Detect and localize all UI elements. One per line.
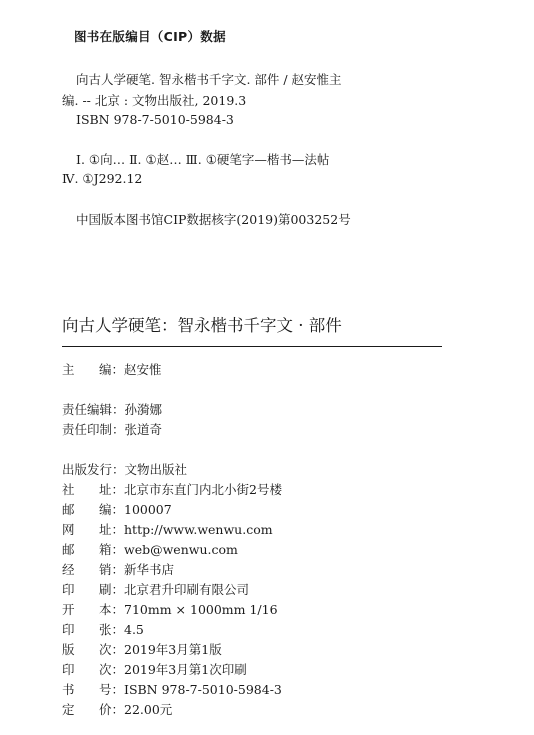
detail-row-postcode — [62, 501, 172, 519]
detail-row-email — [62, 541, 238, 559]
detail-label: 邮 编： — [62, 502, 124, 517]
resp-print-row — [62, 421, 162, 439]
detail-label: 邮 箱： — [62, 542, 124, 557]
detail-value: ISBN 978-7-5010-5984-3 — [124, 682, 282, 697]
cip-record-number: 中国版本图书馆CIP数据核字(2019)第003252号 — [76, 212, 351, 227]
detail-value: 2019年3月第1次印刷 — [124, 662, 247, 677]
publisher-label: 出版发行： — [62, 462, 125, 477]
resp-editor-value: 孙漪娜 — [124, 402, 163, 417]
chief-editor-value: 赵安惟 — [124, 362, 162, 377]
resp-print-value: 张道奇 — [124, 422, 163, 437]
detail-row-price — [62, 701, 172, 719]
detail-row-printer — [62, 581, 249, 599]
detail-label: 印 次： — [62, 662, 124, 677]
resp-editor-label: 责任编辑： — [62, 402, 125, 417]
chief-editor-label-b: 编： — [98, 362, 124, 377]
detail-value: 北京君升印刷有限公司 — [124, 582, 250, 597]
resp-print-label: 责任印制： — [62, 422, 125, 437]
publisher-value: 文物出版社 — [124, 462, 188, 477]
detail-row-edition — [62, 641, 222, 659]
detail-value: 新华书店 — [124, 562, 175, 577]
detail-label: 印 刷： — [62, 582, 124, 597]
detail-label: 网 址： — [62, 522, 124, 537]
resp-editor-row — [62, 401, 162, 419]
detail-label: 版 次： — [62, 642, 124, 657]
detail-value: http://www.wenwu.com — [124, 522, 273, 537]
chief-editor-row — [62, 361, 162, 379]
detail-label: 定 价： — [62, 702, 124, 717]
cip-class-number-line: Ⅳ. ①J292.12 — [62, 171, 143, 186]
cip-heading: 图书在版编目（CIP）数据 — [74, 29, 226, 44]
detail-row-isbn — [62, 681, 282, 699]
cip-isbn-line: ISBN 978-7-5010-5984-3 — [76, 112, 234, 127]
cip-classification-line: Ⅰ. ①向… Ⅱ. ①赵… Ⅲ. ①硬笔字—楷书—法帖 — [76, 152, 330, 167]
chief-editor-label — [62, 361, 124, 379]
book-title: 向古人学硬笔：智永楷书千字文 · 部件 — [62, 316, 342, 335]
detail-label: 经 销： — [62, 562, 124, 577]
detail-label: 书 号： — [62, 682, 124, 697]
detail-row-address — [62, 481, 282, 499]
detail-row-sheets — [62, 621, 144, 639]
detail-value: 4.5 — [124, 622, 144, 637]
title-rule — [62, 346, 442, 347]
detail-label: 印 张： — [62, 622, 124, 637]
publisher-row — [62, 461, 187, 479]
detail-value: 100007 — [124, 502, 172, 517]
detail-label: 开 本： — [62, 602, 124, 617]
detail-row-website — [62, 521, 273, 539]
chief-editor-label-a: 主 — [62, 362, 75, 377]
detail-row-distributor — [62, 561, 174, 579]
detail-value: 22.00元 — [124, 702, 173, 717]
cip-publisher-line: 编. -- 北京 : 文物出版社, 2019.3 — [62, 93, 247, 108]
detail-row-printing — [62, 661, 247, 679]
detail-value: 710mm × 1000mm 1/16 — [124, 602, 278, 617]
detail-value: 北京市东直门内北小街2号楼 — [124, 482, 282, 497]
cip-title-line: 向古人学硬笔. 智永楷书千字文. 部件 / 赵安惟主 — [76, 72, 342, 87]
detail-row-format — [62, 601, 278, 619]
detail-label: 社 址： — [62, 482, 124, 497]
detail-value: 2019年3月第1版 — [124, 642, 222, 657]
detail-value: web@wenwu.com — [124, 542, 238, 557]
